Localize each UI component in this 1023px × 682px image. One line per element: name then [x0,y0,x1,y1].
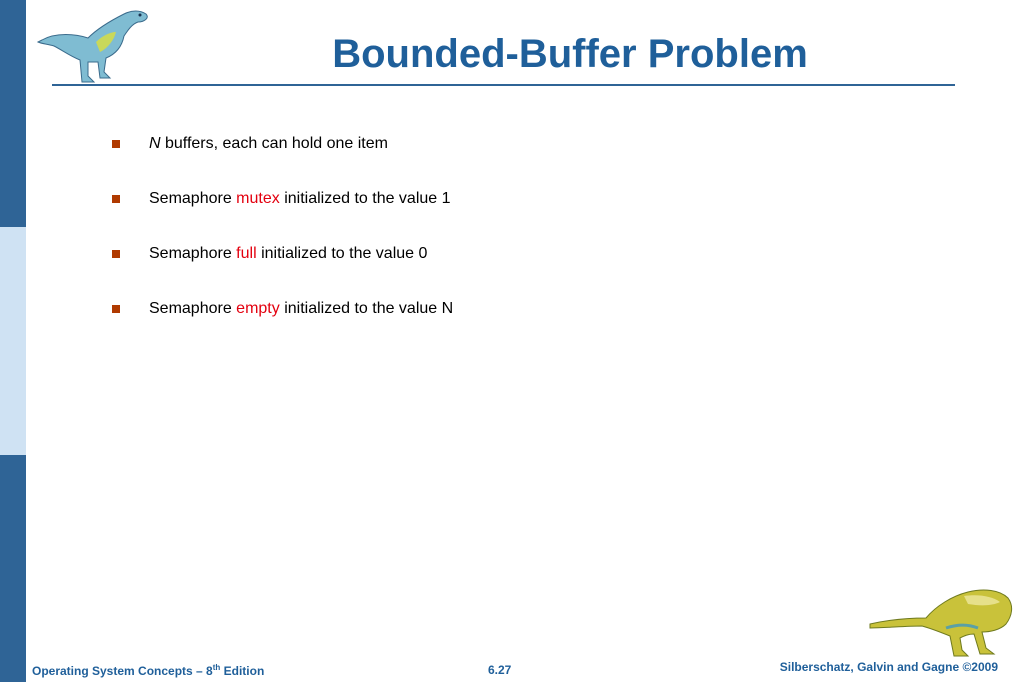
page-title: Bounded-Buffer Problem [332,32,808,76]
dinosaur-icon [868,584,1016,658]
bullet-keyword: full [236,245,257,262]
bullet-text [149,133,388,155]
title-divider [52,84,955,86]
bullet-keyword: mutex [236,190,280,207]
footer-book-title-main: Operating System Concepts – 8 [32,664,213,678]
bullet-text-post: initialized to the value N [279,300,454,317]
footer-slide-number: 6.27 [488,663,512,677]
bullet-text-post: initialized to the value 0 [256,245,428,262]
footer-book-title-edition: Edition [220,664,265,678]
bullet-italic: N [149,135,161,152]
sidebar-segment-top [0,0,26,227]
sidebar-segment-bottom [0,455,26,682]
bullet-text [149,188,451,210]
left-sidebar-bar [0,0,26,682]
footer-edition-sup: th [212,663,221,672]
bullet-keyword: empty [236,300,280,317]
footer-copyright: Silberschatz, Galvin and Gagne ©2009 [779,660,998,674]
bullet-text [149,298,453,320]
bullet-text [149,243,427,265]
bullet-square-icon [112,250,120,258]
bullet-square-icon [112,305,120,313]
bullet-text-pre: Semaphore [149,190,237,207]
bullet-text-post: initialized to the value 1 [279,190,451,207]
bullet-square-icon [112,195,120,203]
bullet-text-pre: Semaphore [149,245,237,262]
sidebar-segment-middle [0,227,26,455]
bullet-square-icon [112,140,120,148]
bullet-text-post: buffers, each can hold one item [160,135,388,152]
dinosaur-icon [36,6,156,86]
footer-book-title [32,663,264,678]
bullet-text-pre: Semaphore [149,300,237,317]
